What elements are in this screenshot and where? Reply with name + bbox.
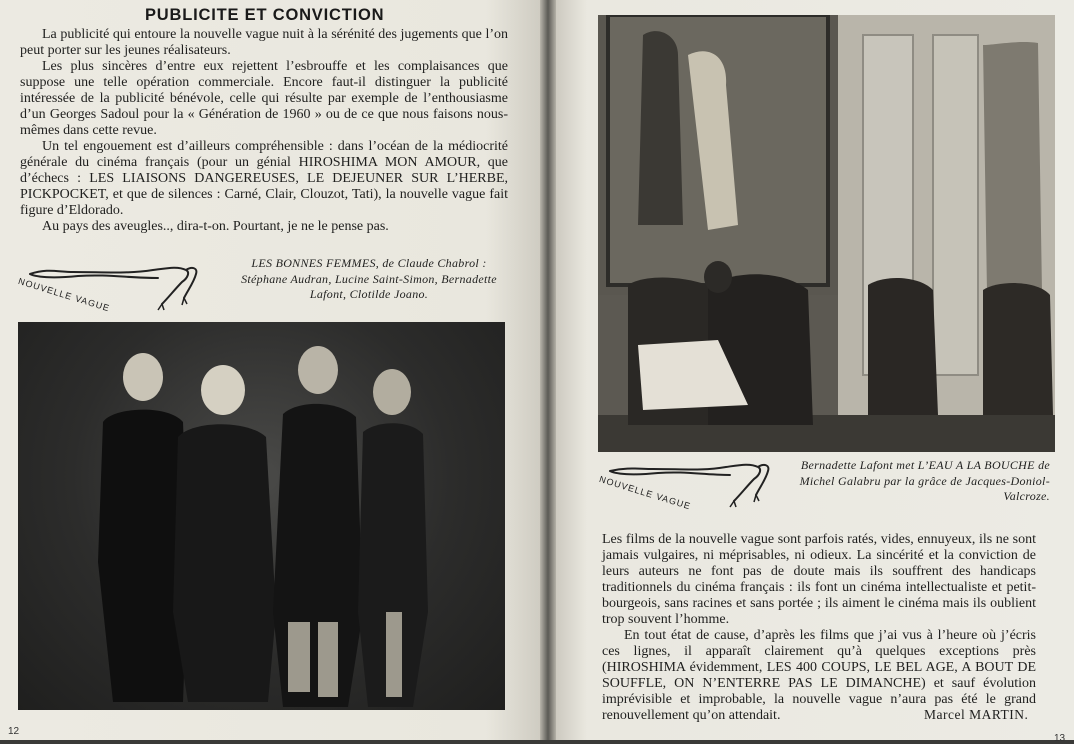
paragraph: Les films de la nouvelle vague sont parfois ratés, vides, ennuyeux, ils ne sont jamais vulgaires, ni méprisables, ni odieux. La sincérité et la conviction de leurs auteurs ne font pas de doute mais ils souffrent des handicaps traditionnels du cinéma français : ils font un cinéma intellectualiste et petit-bourgeois, sans racines et sans portée ; ils aiment le cinéma mais ils oublient trop souvent l’homme. xyxy=(602,532,1036,627)
page-number-right: 13 xyxy=(1054,733,1066,744)
book-gutter xyxy=(540,0,556,740)
page-number-left: 12 xyxy=(8,726,20,737)
paragraph: En tout état de cause, d’après les films que j’ai vus à l’heure où j’écris ces lignes, il apparaît clairement qu’à quelques exceptions près (HIROSHIMA évidemment, LES 400 COUPS, LE BEL AGE, A BOUT DE SOUFFLE, ON N’ENTERRE PAS LE DIMANCHE) et sauf évolution imprévisible et improbable, la nouvelle vague n’aura pas été le grand renouvellement qu’on attendait. xyxy=(602,628,1036,723)
nouvelle-vague-logo xyxy=(18,258,218,314)
left-article-body xyxy=(20,27,508,235)
photo-caption: LES BONNES FEMMES, de Claude Chabrol : Stéphane Audran, Lucine Saint-Simon, Bernadette Lafont, Clotilde Joano. xyxy=(241,256,497,301)
four-women-silhouettes xyxy=(18,322,505,710)
paragraph: La publicité qui entoure la nouvelle vague nuit à la sérénité des jugements que l’on peut porter sur les jeunes réalisateurs. xyxy=(20,27,508,58)
article-title: PUBLICITE ET CONVICTION xyxy=(145,6,385,24)
right-article-body xyxy=(602,532,1036,724)
paragraph: Les plus sincères d’entre eux rejettent l’esbrouffe et les complaisances que suppose une telle opération commerciale. Encore faut-il distinguer la publicité intéressée de la publicité bénévole, celle qui résulte par exemple de l’enthousiasme d’un Georges Sadoul pour la « Génération de 1960 » ou de ce que nous faisons nous-mêmes dans cette revue. xyxy=(20,59,508,138)
film-still-photo xyxy=(598,15,1055,452)
photo-caption: Bernadette Lafont met L’EAU A LA BOUCHE de Michel Galabru par la grâce de Jacques-Doniol-Valcroze. xyxy=(799,458,1050,503)
film-still-photo xyxy=(18,322,505,710)
paragraph: Au pays des aveugles.., dira-t-on. Pourtant, je ne le pense pas. xyxy=(42,219,389,234)
author-signature: Marcel MARTIN. xyxy=(924,707,1029,722)
logo-label: NOUVELLE VAGUE xyxy=(598,474,693,512)
logo-label: NOUVELLE VAGUE xyxy=(17,276,112,314)
paragraph: Un tel engouement est d’ailleurs compréhensible : dans l’océan de la médiocrité générale du cinéma français (pour un génial HIROSHIMA MON AMOUR, que d’échecs : LES LIAISONS DANGEREUSES, LE DEJEUNER SUR L’HERBE, PICKPOCKET, et que de silences : Carné, Clair, Clouzot, Tati), la nouvelle vague fait figure d’Eldorado. xyxy=(20,139,508,218)
salon-scene xyxy=(598,15,1055,452)
nouvelle-vague-logo xyxy=(598,457,788,513)
